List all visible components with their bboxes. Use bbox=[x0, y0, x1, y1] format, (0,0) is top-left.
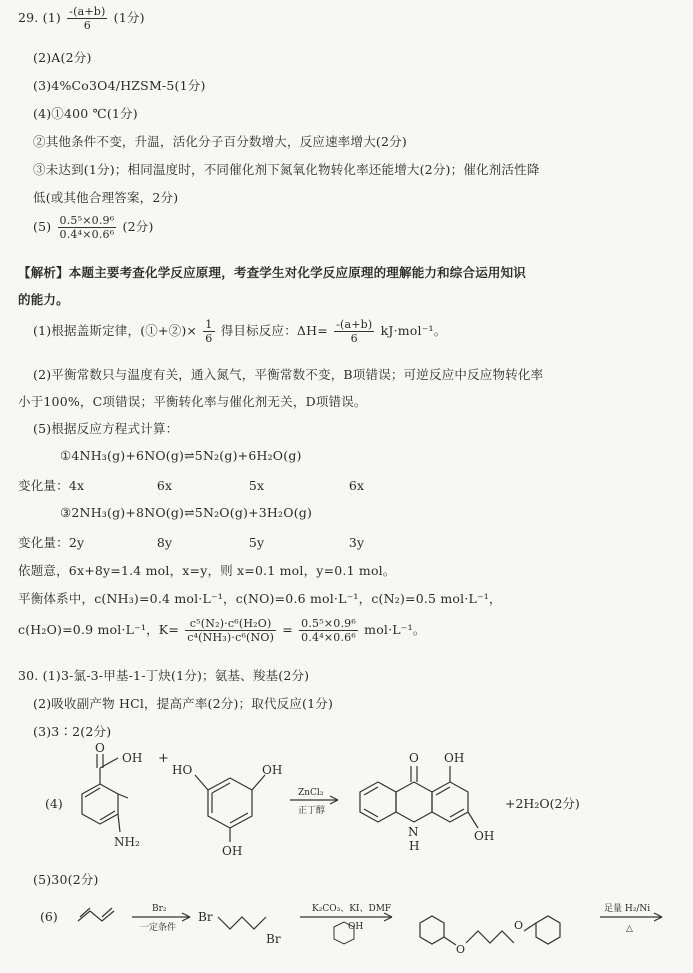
k-fraction-values: $\frac{\text{0.5⁵×0.9⁶}}{\text{0.4⁴×0.6⁶}}$ bbox=[301, 617, 356, 644]
svg-text:OH: OH bbox=[122, 751, 143, 765]
svg-text:NH₂: NH₂ bbox=[114, 835, 140, 849]
fraction: $\frac{-(a+b)}{6}$ bbox=[336, 318, 373, 345]
q30-line5: (5)30(2分) bbox=[33, 872, 99, 887]
calc-1: 依题意，6x+8y=1.4 mol，x=y，则 x=0.1 mol，y=0.1 mol。 bbox=[18, 563, 396, 578]
svg-text:OH: OH bbox=[262, 763, 283, 777]
svg-text:Br: Br bbox=[266, 932, 281, 946]
svg-text:一定条件: 一定条件 bbox=[140, 923, 177, 933]
q29-line6: ③未达到(1分)；相同温度时，不同催化剂下氮氧化物转化率还能增大(2分)；催化剂活性降 bbox=[33, 162, 540, 177]
q29-line1: 29. (1) $\frac{-(a+b)}{6}$ (1分) bbox=[18, 5, 145, 32]
svg-text:OH: OH bbox=[348, 922, 364, 932]
arrow-1 bbox=[132, 913, 190, 921]
acridone-product-structure bbox=[360, 766, 478, 828]
svg-text:Br₂: Br₂ bbox=[152, 904, 167, 914]
q29-line7: 低(或其他合理答案，2分) bbox=[33, 190, 179, 205]
arrow-2 bbox=[300, 913, 392, 921]
svg-text:HO: HO bbox=[172, 763, 193, 777]
analysis-title-2: 的能力。 bbox=[18, 292, 69, 307]
q29-line8: (5) $\frac{\text{0.5⁵×0.9⁶}}{\text{0.4⁴×0.6⁶}}$ (2分) bbox=[33, 214, 154, 241]
q29-line5: ②其他条件不变，升温，活化分子百分数增大，反应速率增大(2分) bbox=[33, 134, 407, 149]
svg-text:O: O bbox=[456, 943, 466, 956]
analysis-1: (1)根据盖斯定律，(①+②)× $\frac{1}{6}$ 得目标反应：ΔH= $\frac{-(a+b)}{6}$ kJ·mol⁻¹。 bbox=[33, 318, 447, 345]
fraction: $\frac{1}{6}$ bbox=[205, 318, 213, 345]
analysis-2b: 小于100%，C项错误；平衡转化率与催化剂无关，D项错误。 bbox=[18, 394, 367, 409]
svg-text:OH: OH bbox=[444, 751, 465, 765]
svg-text:(6): (6) bbox=[40, 909, 58, 924]
q30-line1: 30. (1)3-氯-3-甲基-1-丁炔(1分)；氨基、羧基(2分) bbox=[18, 668, 310, 683]
svg-text:足量 H₂/Ni: 足量 H₂/Ni bbox=[604, 904, 651, 914]
reaction-scheme-6 bbox=[0, 893, 693, 973]
calc-3: c(H₂O)=0.9 mol·L⁻¹，K= $\frac{\text{c⁵(N₂)·c⁶(H₂O)}}{\text{c⁴(NH₃)·c⁶(NO)}}$ = $\frac{\text{0.5⁵×0.9⁶}}{\text{0.4⁴×0.6⁶}}$ mol·L⁻¹。 bbox=[18, 617, 426, 644]
dibromobutane-chain bbox=[218, 917, 266, 929]
analysis-2: (2)平衡常数只与温度有关，通入氮气，平衡常数不变，B项错误；可逆反应中反应物转化率 bbox=[33, 367, 544, 382]
analysis-title: 【解析】本题主要考查化学反应原理，考查学生对化学反应原理的理解能力和综合运用知识 bbox=[18, 265, 527, 280]
svg-text:+2H₂O(2分): +2H₂O(2分) bbox=[505, 796, 580, 811]
equation-2: ③2NH₃(g)+8NO(g)⇌5N₂O(g)+3H₂O(g) bbox=[60, 505, 313, 520]
svg-text:正丁醇: 正丁醇 bbox=[298, 806, 326, 816]
q30-line3: (3)3∶2(2分) bbox=[33, 724, 112, 739]
change-row-1: 变化量：4x 6x 5x 6x bbox=[18, 478, 365, 493]
q29-line2: (2)A(2分) bbox=[33, 50, 92, 65]
equation-1: ①4NH₃(g)+6NO(g)⇌5N₂(g)+6H₂O(g) bbox=[60, 448, 302, 463]
svg-text:H: H bbox=[409, 839, 420, 853]
fraction: $\frac{\text{0.5⁵×0.9⁶}}{\text{0.4⁴×0.6⁶}}$ bbox=[59, 214, 115, 241]
svg-text:O: O bbox=[95, 741, 105, 755]
q29-line3: (3)4%Co3O4/HZSM-5(1分) bbox=[33, 78, 206, 93]
analysis-5: (5)根据反应方程式计算： bbox=[33, 421, 179, 436]
svg-text:OH: OH bbox=[474, 829, 495, 843]
svg-text:K₂CO₃、KI、DMF: K₂CO₃、KI、DMF bbox=[312, 904, 392, 914]
diphenoxybutane-structure bbox=[420, 916, 560, 945]
svg-text:+: + bbox=[158, 751, 169, 766]
reaction-scheme-4 bbox=[0, 740, 693, 860]
q30-line2: (2)吸收副产物 HCl，提高产率(2分)；取代反应(1分) bbox=[33, 696, 334, 711]
anthranilic-acid-structure bbox=[82, 754, 128, 832]
svg-text:OH: OH bbox=[222, 844, 243, 858]
change-row-2: 变化量：2y 8y 5y 3y bbox=[18, 535, 365, 550]
svg-text:O: O bbox=[514, 919, 524, 932]
q29-line4: (4)①400 ℃(1分) bbox=[33, 106, 138, 121]
calc-2: 平衡体系中，c(NH₃)=0.4 mol·L⁻¹，c(NO)=0.6 mol·L⁻¹，c(N₂)=0.5 mol·L⁻¹， bbox=[18, 591, 502, 606]
phloroglucinol-structure bbox=[195, 775, 265, 842]
svg-text:N: N bbox=[408, 825, 419, 839]
k-fraction: $\frac{\text{c⁵(N₂)·c⁶(H₂O)}}{\text{c⁴(NH₃)·c⁶(NO)}}$ bbox=[187, 617, 275, 644]
label-4: (4) bbox=[45, 796, 63, 811]
svg-text:△: △ bbox=[626, 924, 633, 934]
svg-text:O: O bbox=[409, 751, 419, 765]
svg-text:ZnCl₂: ZnCl₂ bbox=[298, 788, 324, 798]
fraction: $\frac{-(a+b)}{6}$ bbox=[69, 5, 106, 32]
butadiene-structure bbox=[78, 908, 114, 921]
arrow-3 bbox=[600, 913, 662, 921]
svg-text:Br: Br bbox=[198, 910, 213, 924]
